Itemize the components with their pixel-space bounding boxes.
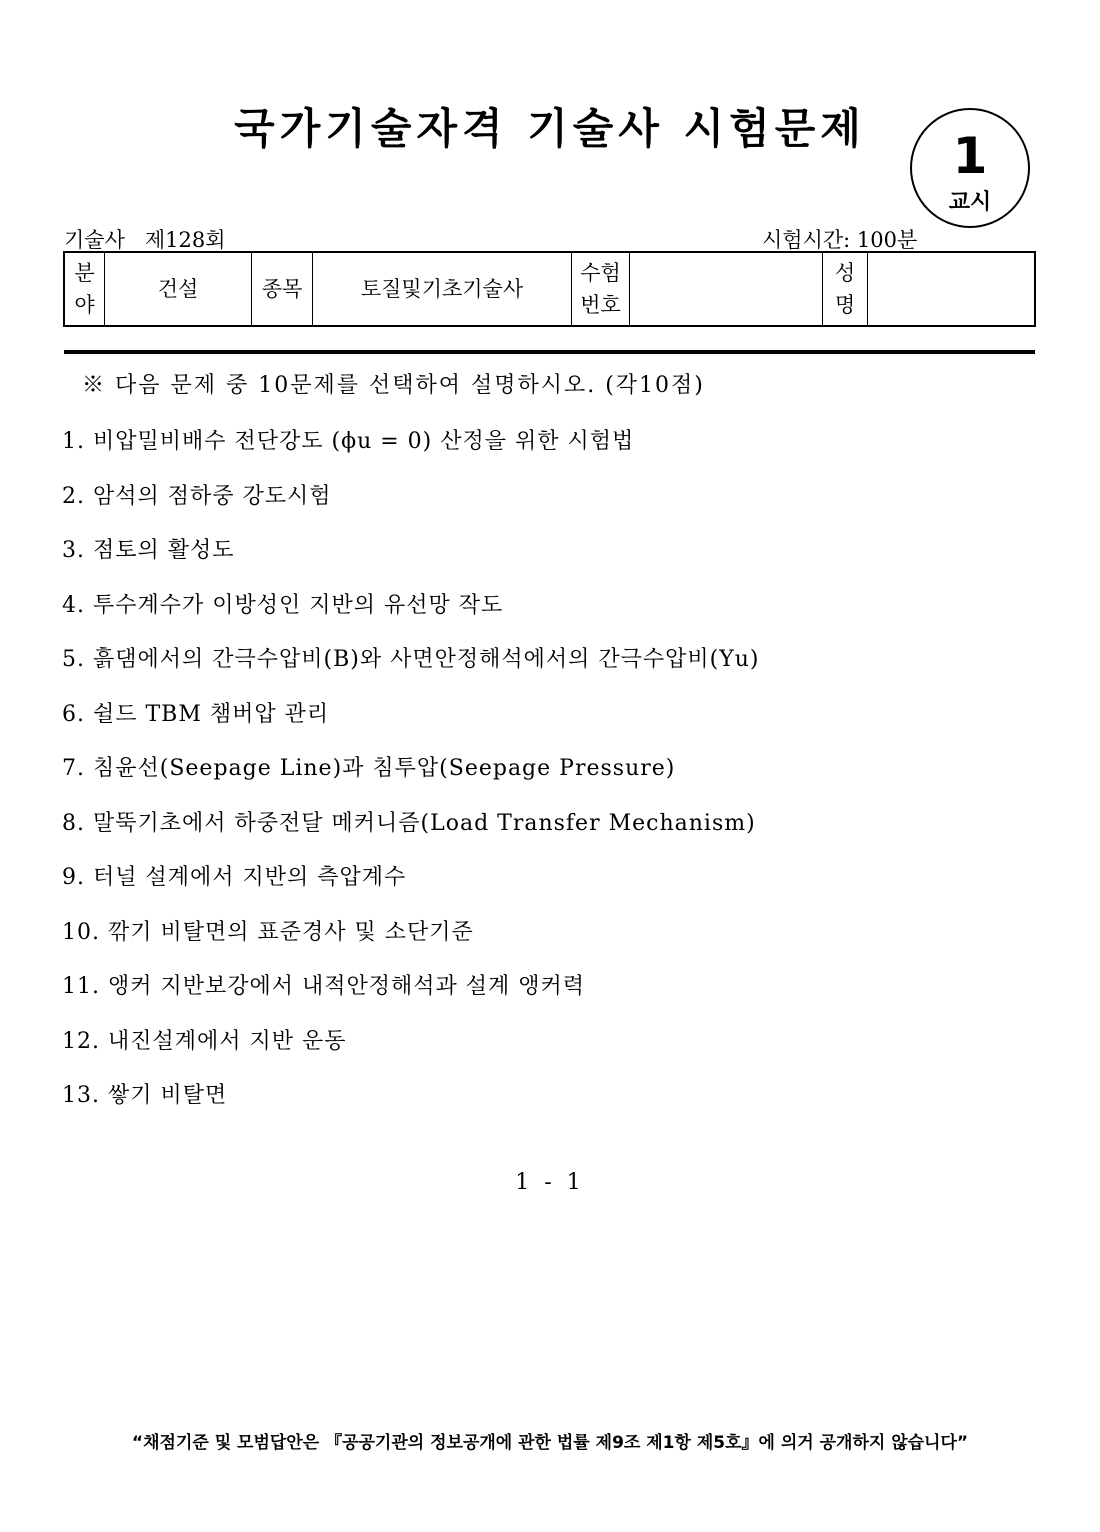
question-text: 말뚝기초에서 하중전달 메커니즘(Load Transfer Mechanism) (93, 810, 756, 836)
question-text: 터널 설계에서 지반의 측압계수 (93, 865, 407, 890)
question-number: 13. (62, 1083, 100, 1108)
question-item (62, 424, 759, 479)
question-number: 3. (62, 538, 85, 563)
question-text: 내진설계에서 지반 운동 (108, 1028, 347, 1054)
field-label: 분 야 (65, 253, 105, 326)
field-value: 건설 (105, 253, 252, 326)
question-item (62, 860, 759, 915)
question-text: 투수계수가 이방성인 지반의 유선망 작도 (93, 592, 504, 618)
divider (64, 350, 1035, 354)
question-number: 11. (62, 974, 100, 999)
question-text: 비압밀비배수 전단강도 (ϕu = 0) 산정을 위한 시험법 (93, 429, 635, 454)
question-number: 5. (62, 647, 85, 672)
question-item (62, 697, 759, 752)
footer-notice: “채점기준 및 모범답안은 『공공기관의 정보공개에 관한 법률 제9조 제1항 제5호』에 의거 공개하지 않습니다” (131, 1433, 969, 1453)
question-item (62, 1078, 759, 1133)
question-item (62, 479, 759, 534)
question-item (62, 915, 759, 970)
question-text: 암석의 점하중 강도시험 (93, 483, 332, 509)
question-text: 흙댐에서의 간극수압비(B)와 사면안정해석에서의 간극수압비(Υu) (93, 647, 760, 672)
exam-time: 시험시간: 100분 (762, 228, 918, 252)
question-number: 6. (62, 701, 85, 727)
question-number: 8. (62, 810, 85, 836)
question-item (62, 533, 759, 588)
question-list (62, 424, 759, 1133)
question-text: 쉴드 TBM 챔버압 관리 (93, 701, 330, 727)
question-number: 10. (62, 919, 100, 945)
question-item (62, 806, 759, 861)
question-number: 1. (62, 429, 85, 454)
name-field[interactable] (868, 253, 1035, 326)
category-value: 토질및기초기술사 (313, 253, 572, 326)
page-title: 국가기술자격 기술사 시험문제 (234, 104, 866, 153)
question-item (62, 642, 759, 697)
question-text: 침윤선(Seepage Line)과 침투압(Seepage Pressure) (93, 756, 676, 781)
instruction: ※ 다음 문제 중 10문제를 선택하여 설명하시오. (각10점) (82, 373, 705, 398)
question-text: 점토의 활성도 (93, 538, 235, 563)
question-number: 4. (62, 592, 85, 618)
question-item (62, 588, 759, 643)
question-text: 쌓기 비탈면 (108, 1083, 228, 1108)
question-item (62, 751, 759, 806)
question-text: 깎기 비탈면의 표준경사 및 소단기준 (108, 919, 474, 945)
name-label: 성 명 (823, 253, 868, 326)
exam-round: 기술사 제128회 (64, 228, 226, 252)
question-number: 7. (62, 756, 85, 781)
question-item (62, 1024, 759, 1079)
session-label: 교시 (948, 190, 992, 215)
exam-number-field[interactable] (630, 253, 823, 326)
category-label: 종목 (252, 253, 313, 326)
question-text: 앵커 지반보강에서 내적안정해석과 설계 앵커력 (108, 974, 586, 999)
exam-number-label: 수험 번호 (572, 253, 630, 326)
exam-info-table (64, 252, 1035, 326)
question-item (62, 969, 759, 1024)
question-number: 12. (62, 1028, 100, 1054)
session-badge (910, 108, 1030, 228)
page-number: 1 - 1 (515, 1170, 585, 1195)
question-number: 2. (62, 483, 85, 509)
question-number: 9. (62, 865, 85, 890)
session-number: 1 (952, 127, 988, 185)
